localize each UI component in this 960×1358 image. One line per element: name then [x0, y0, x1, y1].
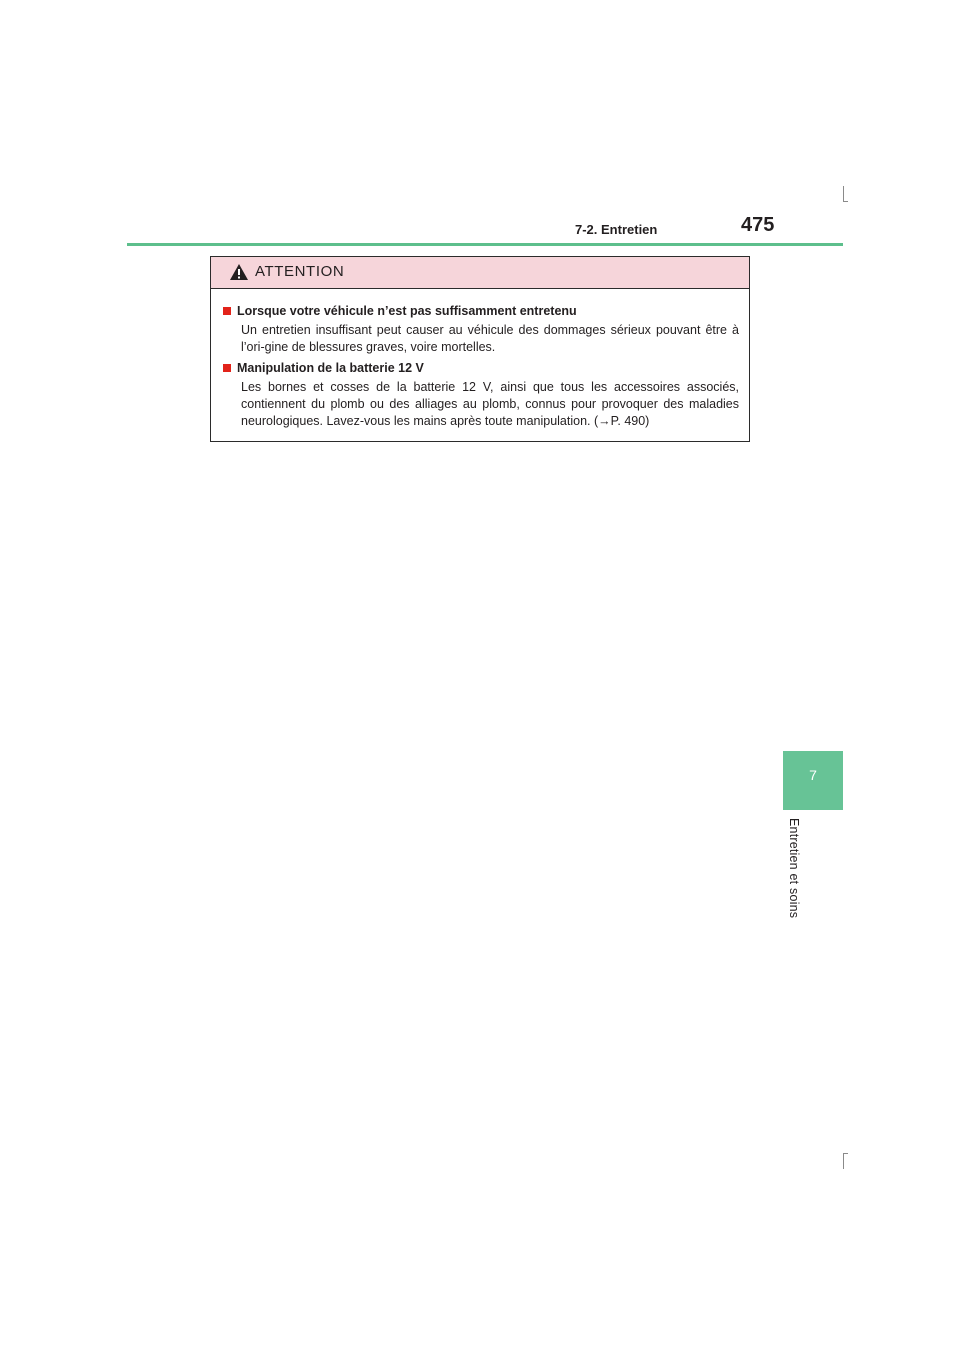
warning-title: ATTENTION: [255, 263, 345, 280]
warning-item-heading: [223, 303, 739, 320]
crop-mark-top-horizontal: [843, 201, 848, 202]
warning-item-text: Les bornes et cosses de la batterie 12 V, ainsi que tous les accessoires associés, contiennent du plomb ou des alliages au plomb, connus pour provoquer des maladies neurologiques. Lavez-vous les mains après toute manipulation. (→P. 490): [241, 380, 739, 428]
red-square-bullet-icon: [223, 307, 231, 315]
red-square-bullet-icon: [223, 364, 231, 372]
warning-body: [211, 289, 749, 430]
crop-mark-bottom-vertical: [843, 1153, 844, 1169]
warning-item-heading-text: Manipulation de la batterie 12 V: [237, 361, 424, 375]
warning-item-text: Un entretien insuffisant peut causer au véhicule des dommages sérieux pouvant être à l’ori-gine de blessures graves, voire mortelles.: [241, 323, 739, 354]
page-number: 475: [741, 214, 775, 236]
warning-header: [211, 257, 749, 289]
chapter-tab: [783, 751, 843, 810]
section-title: 7-2. Entretien: [575, 222, 658, 237]
crop-mark-top-vertical: [843, 186, 844, 202]
warning-box: [210, 256, 750, 442]
chapter-number: 7: [809, 767, 817, 783]
warning-item-heading-text: Lorsque votre véhicule n’est pas suffisamment entretenu: [237, 304, 577, 318]
warning-triangle-icon: [229, 263, 249, 281]
warning-item-heading: [223, 360, 739, 377]
chapter-side-label: Entretien et soins: [787, 818, 801, 919]
crop-mark-bottom-horizontal: [843, 1153, 848, 1154]
header-rule: [127, 243, 843, 246]
